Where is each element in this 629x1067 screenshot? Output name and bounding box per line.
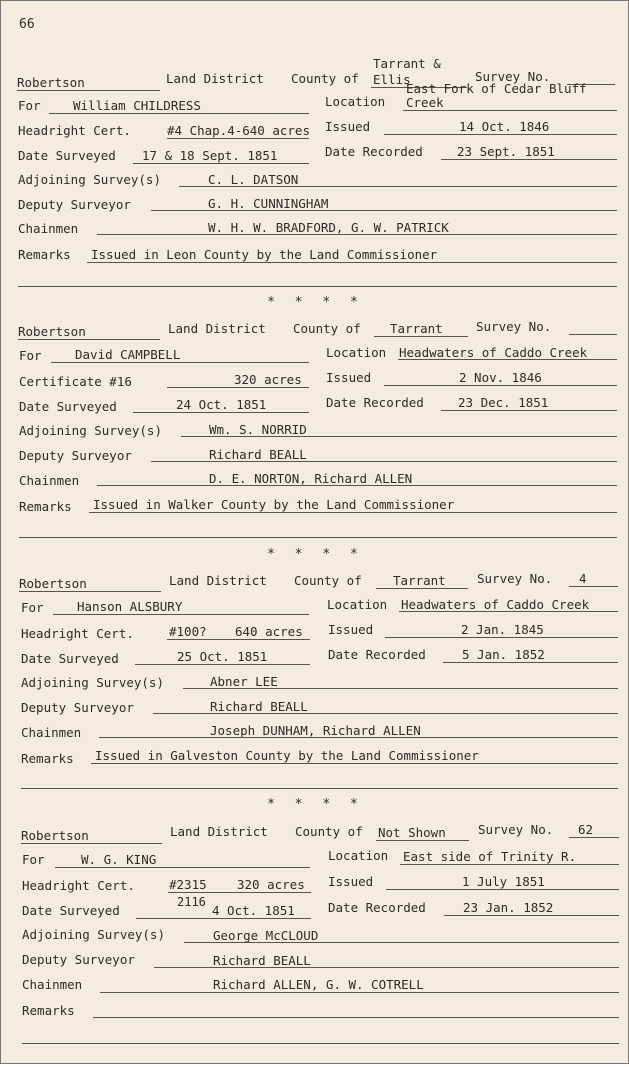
cert-value: 320 acres — [234, 372, 302, 387]
district-underline — [19, 591, 161, 592]
deputy-value: G. H. CUNNINGHAM — [208, 196, 329, 211]
county-value: Not Shown — [378, 825, 446, 840]
county-label: County of — [295, 824, 363, 839]
remarks-underline — [87, 262, 617, 263]
for-label: For — [22, 852, 45, 867]
cert-number-value: #2315 — [169, 877, 207, 892]
remarks-value: Issued in Galveston County by the Land Commissioner — [95, 748, 479, 763]
cert-number-value: #100? — [169, 624, 207, 639]
location-label: Location — [327, 597, 388, 612]
location-value: Creek — [406, 95, 444, 110]
location-underline — [400, 864, 619, 865]
date-recorded-label: Date Recorded — [325, 144, 423, 159]
date-recorded-value: 5 Jan. 1852 — [462, 647, 545, 662]
adjoining-label: Adjoining Survey(s) — [19, 423, 162, 438]
date-surveyed-label: Date Surveyed — [21, 651, 119, 666]
date-recorded-underline — [441, 159, 617, 160]
survey-no-underline — [569, 586, 618, 587]
chainmen-underline — [97, 485, 617, 486]
date-recorded-label: Date Recorded — [326, 395, 424, 410]
date-surveyed-label: Date Surveyed — [22, 903, 120, 918]
district-value: Robertson — [18, 324, 86, 339]
date-recorded-underline — [444, 915, 619, 916]
chainmen-label: Chainmen — [21, 725, 82, 740]
grantee-underline — [53, 614, 309, 615]
remarks-label: Remarks — [22, 1003, 75, 1018]
adjoining-underline — [181, 436, 617, 437]
date-surveyed-underline — [136, 918, 311, 919]
grantee-value: William CHILDRESS — [73, 98, 201, 113]
cert-value: 640 acres — [235, 624, 303, 639]
district-underline — [18, 339, 160, 340]
record-separator: * * * * — [267, 295, 364, 310]
issued-label: Issued — [328, 622, 374, 637]
county-underline — [374, 336, 468, 337]
date-surveyed-underline — [133, 163, 309, 164]
remarks-label: Remarks — [21, 751, 74, 766]
record-separator: * * * * — [267, 797, 364, 812]
survey-no-label: Survey No. — [478, 822, 554, 837]
deputy-label: Deputy Surveyor — [21, 700, 134, 715]
county-underline — [376, 588, 468, 589]
date-recorded-value: 23 Dec. 1851 — [458, 395, 549, 410]
date-surveyed-value: 24 Oct. 1851 — [176, 397, 267, 412]
cert-value: #4 Chap.4-640 acres — [167, 123, 310, 138]
chainmen-value: W. H. W. BRADFORD, G. W. PATRICK — [208, 220, 449, 235]
county-value: Ellis — [373, 72, 411, 87]
survey-no-label: Survey No. — [475, 69, 551, 84]
county-label: County of — [294, 573, 362, 588]
certificate-label: Certificate #16 — [19, 374, 132, 389]
chainmen-label: Chainmen — [19, 473, 80, 488]
district-value: Robertson — [17, 75, 85, 90]
deputy-underline — [151, 210, 617, 211]
date-surveyed-label: Date Surveyed — [18, 148, 116, 163]
grantee-value: David CAMPBELL — [75, 347, 181, 362]
adjoining-underline — [183, 688, 618, 689]
remarks-value: Issued in Leon County by the Land Commissioner — [91, 247, 438, 262]
location-label: Location — [325, 94, 386, 109]
county-value: Tarrant — [390, 321, 443, 336]
survey-no-underline — [569, 334, 617, 335]
issued-label: Issued — [325, 119, 371, 134]
adjoining-underline — [179, 186, 617, 187]
issued-label: Issued — [326, 370, 372, 385]
grantee-value: Hanson ALSBURY — [77, 599, 183, 614]
date-surveyed-underline — [135, 664, 310, 665]
remarks-label: Remarks — [19, 499, 72, 514]
for-label: For — [18, 98, 41, 113]
deputy-label: Deputy Surveyor — [22, 952, 135, 967]
headright-cert-label: Headright Cert. — [18, 123, 131, 138]
chainmen-label: Chainmen — [18, 221, 79, 236]
county-above-value: Tarrant & — [373, 56, 441, 71]
remarks-value: Issued in Walker County by the Land Commissioner — [93, 497, 455, 512]
chainmen-underline — [97, 234, 617, 235]
cert-underline — [168, 892, 311, 893]
survey-record — [1, 815, 629, 1067]
location-above-value: East Fork of Cedar Bluff — [406, 81, 587, 96]
location-value: Headwaters of Caddo Creek — [399, 345, 588, 360]
chainmen-value: Joseph DUNHAM, Richard ALLEN — [210, 723, 421, 738]
headright-cert-label: Headright Cert. — [21, 626, 134, 641]
issued-value: 2 Nov. 1846 — [459, 370, 542, 385]
issued-underline — [384, 134, 617, 135]
location-underline — [403, 110, 617, 111]
record-separator: * * * * — [267, 547, 364, 562]
date-recorded-underline — [443, 662, 618, 663]
location-underline — [398, 359, 617, 360]
district-underline — [17, 90, 160, 91]
date-recorded-value: 23 Jan. 1852 — [463, 900, 554, 915]
date-surveyed-value: 4 Oct. 1851 — [212, 903, 295, 918]
date-surveyed-value: 17 & 18 Sept. 1851 — [142, 148, 278, 163]
deputy-value: Richard BEALL — [210, 699, 308, 714]
chainmen-value: D. E. NORTON, Richard ALLEN — [209, 471, 413, 486]
cert-underline — [167, 387, 309, 388]
date-surveyed-value: 25 Oct. 1851 — [177, 649, 268, 664]
location-value: East side of Trinity R. — [403, 849, 577, 864]
date-recorded-label: Date Recorded — [328, 900, 426, 915]
grantee-underline — [49, 113, 309, 114]
adjoining-value: C. L. DATSON — [208, 172, 299, 187]
county-underline — [376, 840, 469, 841]
for-label: For — [19, 348, 42, 363]
county-label: County of — [291, 71, 359, 86]
issued-underline — [386, 889, 619, 890]
date-recorded-underline — [441, 410, 617, 411]
issued-value: 14 Oct. 1846 — [459, 119, 550, 134]
cert-underline — [167, 639, 310, 640]
date-recorded-label: Date Recorded — [328, 647, 426, 662]
location-label: Location — [326, 345, 387, 360]
cert-number-below-value: 2116 — [177, 895, 206, 909]
survey-record — [1, 313, 629, 565]
remarks-continuation-line — [21, 788, 618, 789]
land-district-label: Land District — [168, 321, 266, 336]
for-label: For — [21, 600, 44, 615]
location-underline — [399, 611, 618, 612]
survey-no-label: Survey No. — [477, 571, 553, 586]
remarks-continuation-line — [19, 537, 617, 538]
land-district-label: Land District — [169, 573, 267, 588]
chainmen-underline — [99, 737, 618, 738]
date-surveyed-underline — [133, 412, 309, 413]
deputy-label: Deputy Surveyor — [19, 448, 132, 463]
cert-value: 320 acres — [237, 877, 305, 892]
district-value: Robertson — [21, 828, 89, 843]
remarks-underline — [89, 512, 617, 513]
headright-cert-label: Headright Cert. — [22, 878, 135, 893]
deputy-underline — [153, 713, 618, 714]
survey-no-value: 62 — [578, 822, 594, 837]
survey-no-value: 4 — [579, 571, 587, 586]
adjoining-underline — [184, 942, 619, 943]
adjoining-value: Abner LEE — [210, 674, 278, 689]
remarks-continuation-line — [22, 1043, 619, 1044]
date-recorded-value: 23 Sept. 1851 — [457, 144, 555, 159]
adjoining-label: Adjoining Survey(s) — [21, 675, 164, 690]
chainmen-underline — [100, 992, 619, 993]
date-surveyed-label: Date Surveyed — [19, 399, 117, 414]
location-value: Headwaters of Caddo Creek — [401, 597, 590, 612]
issued-underline — [384, 385, 617, 386]
chainmen-label: Chainmen — [22, 977, 83, 992]
remarks-continuation-line — [18, 286, 617, 287]
chainmen-value: Richard ALLEN, G. W. COTRELL — [213, 977, 424, 992]
adjoining-value: Wm. S. NORRID — [209, 422, 307, 437]
adjoining-value: George McCLOUD — [213, 928, 319, 943]
grantee-underline — [55, 867, 310, 868]
adjoining-label: Adjoining Survey(s) — [18, 172, 161, 187]
deputy-label: Deputy Surveyor — [18, 197, 131, 212]
survey-no-label: Survey No. — [476, 319, 552, 334]
land-district-label: Land District — [166, 71, 264, 86]
remarks-underline — [93, 1017, 619, 1018]
land-district-label: Land District — [170, 824, 268, 839]
district-underline — [21, 843, 162, 844]
page-number: 66 — [19, 17, 35, 32]
remarks-underline — [91, 763, 618, 764]
survey-no-underline — [569, 837, 619, 838]
issued-value: 1 July 1851 — [462, 874, 545, 889]
district-value: Robertson — [19, 576, 87, 591]
deputy-value: Richard BEALL — [213, 953, 311, 968]
deputy-underline — [151, 461, 617, 462]
issued-value: 2 Jan. 1845 — [461, 622, 544, 637]
grantee-underline — [51, 362, 309, 363]
survey-record — [1, 56, 629, 313]
deputy-underline — [154, 967, 619, 968]
grantee-value: W. G. KING — [81, 852, 157, 867]
county-label: County of — [293, 321, 361, 336]
adjoining-label: Adjoining Survey(s) — [22, 927, 165, 942]
remarks-label: Remarks — [18, 247, 71, 262]
issued-label: Issued — [328, 874, 374, 889]
cert-underline — [167, 138, 309, 139]
issued-underline — [385, 637, 618, 638]
survey-record — [1, 565, 629, 817]
location-label: Location — [328, 848, 389, 863]
county-value: Tarrant — [393, 573, 446, 588]
deputy-value: Richard BEALL — [209, 447, 307, 462]
